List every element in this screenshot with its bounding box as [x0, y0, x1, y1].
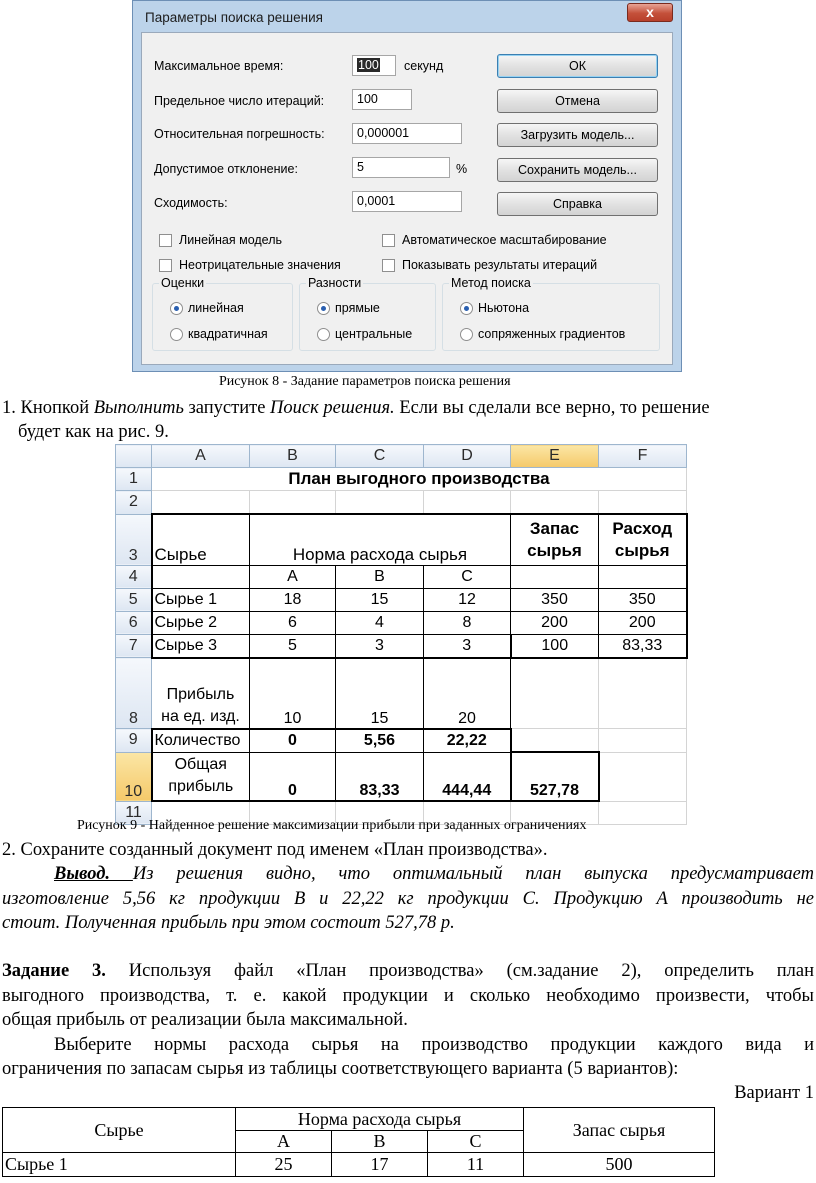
- solver-options-dialog: [132, 0, 682, 372]
- estimates-linear-radio[interactable]: [170, 302, 183, 315]
- stock-value[interactable]: 350: [511, 588, 599, 611]
- norm-b[interactable]: 15: [336, 588, 424, 611]
- row-header-2[interactable]: 2: [116, 491, 152, 515]
- cell-f10[interactable]: [599, 752, 687, 801]
- norm-a[interactable]: 6: [250, 611, 336, 634]
- tolerance-input[interactable]: 5: [352, 157, 450, 178]
- non-negative-label: Неотрицательные значения: [179, 258, 341, 272]
- vt-row-material: Сырье 1: [3, 1153, 236, 1177]
- cell-f8[interactable]: [599, 658, 687, 729]
- task-3-line-1: Задание 3. Используя файл «План производства» (см.задание 2), определить план: [2, 961, 815, 981]
- precision-input[interactable]: 0,000001: [352, 123, 462, 144]
- variant-label: Вариант 1: [734, 1083, 814, 1103]
- estimates-title: Оценки: [161, 276, 205, 290]
- row-header-1[interactable]: 1: [116, 468, 152, 491]
- col-header-a[interactable]: A: [152, 445, 250, 468]
- search-method-title: Метод поиска: [451, 276, 531, 290]
- conclusion-line-1: Вывод. Из решения видно, что оптимальный план выпуска предусматривает: [54, 864, 814, 884]
- profit-b[interactable]: 15: [336, 658, 424, 729]
- method-newton-radio[interactable]: [460, 302, 473, 315]
- use-value[interactable]: 200: [599, 611, 687, 634]
- col-header-b[interactable]: B: [250, 445, 336, 468]
- tolerance-unit: %: [456, 162, 468, 176]
- step-1-line-1: 1. Кнопкой Выполнить запустите Поиск решения. Если вы сделали все верно, то решение: [2, 398, 710, 418]
- cell-c2[interactable]: [336, 491, 424, 515]
- stock-value[interactable]: 100: [511, 634, 599, 658]
- iterations-label: Предельное число итераций:: [154, 94, 325, 108]
- dialog-title: Параметры поиска решения: [145, 10, 323, 25]
- derivatives-central-label: центральные: [335, 327, 413, 341]
- max-time-unit: секунд: [404, 59, 444, 73]
- quantity-label[interactable]: Количество: [152, 729, 250, 753]
- max-time-input[interactable]: 100: [352, 55, 396, 76]
- row-header-9[interactable]: 9: [116, 729, 152, 753]
- estimates-group: [152, 276, 293, 351]
- derivatives-group: [299, 276, 436, 351]
- ok-button[interactable]: ОК: [497, 54, 658, 78]
- col-header-e[interactable]: E: [511, 445, 599, 468]
- dialog-body: [141, 32, 673, 365]
- norm-c[interactable]: 12: [424, 588, 511, 611]
- task-3-line-2: выгодного производства, т. е. какой продукции и сколько необходимо произвести, чтобы: [2, 986, 814, 1006]
- row-header-10[interactable]: 10: [116, 752, 152, 801]
- total-b[interactable]: 83,33: [336, 752, 424, 801]
- non-negative-checkbox[interactable]: [159, 259, 172, 272]
- estimates-quadratic-label: квадратичная: [188, 327, 268, 341]
- use-value[interactable]: 83,33: [599, 634, 687, 658]
- corner-cell[interactable]: [116, 445, 152, 468]
- precision-label: Относительная погрешность:: [154, 127, 325, 141]
- product-b-header[interactable]: B: [336, 565, 424, 588]
- stock-value[interactable]: 200: [511, 611, 599, 634]
- variant-table: [2, 1107, 715, 1177]
- row-header-11[interactable]: 11: [116, 801, 152, 825]
- vt-header-b: В: [332, 1131, 428, 1153]
- show-iterations-label: Показывать результаты итераций: [402, 258, 598, 272]
- row-header-8[interactable]: 8: [116, 658, 152, 729]
- cell-e4[interactable]: [511, 565, 599, 588]
- convergence-input[interactable]: 0,0001: [352, 191, 462, 212]
- sheet-title[interactable]: План выгодного производства: [152, 468, 687, 491]
- vt-row-a: 25: [236, 1153, 332, 1177]
- close-icon[interactable]: x: [627, 3, 673, 22]
- total-sum-cell[interactable]: 527,78: [511, 752, 599, 801]
- cell-f9[interactable]: [599, 729, 687, 753]
- help-button[interactable]: Справка: [497, 192, 658, 216]
- derivatives-title: Разности: [308, 276, 362, 290]
- cell-f2[interactable]: [599, 491, 687, 515]
- quantity-a[interactable]: 0: [250, 729, 336, 753]
- load-model-button[interactable]: Загрузить модель...: [497, 123, 658, 147]
- vt-header-norm: Норма расхода сырья: [236, 1108, 524, 1131]
- cell-b2[interactable]: [250, 491, 336, 515]
- iterations-input[interactable]: 100: [352, 89, 412, 110]
- cell-e8[interactable]: [511, 658, 599, 729]
- method-newton-label: Ньютона: [478, 301, 530, 315]
- row-header-5[interactable]: 5: [116, 588, 152, 611]
- cell-a4[interactable]: [152, 565, 250, 588]
- total-profit-label[interactable]: Общая прибыль: [152, 752, 250, 801]
- col-header-d[interactable]: D: [424, 445, 511, 468]
- auto-scale-checkbox[interactable]: [382, 234, 395, 247]
- choose-line-1: Выберите нормы расхода сырья на производство продукции каждого вида и: [54, 1035, 814, 1055]
- quantity-b[interactable]: 5,56: [336, 729, 424, 753]
- header-use[interactable]: Расход сырья: [599, 514, 687, 565]
- quantity-c[interactable]: 22,22: [424, 729, 511, 753]
- step-1-line-2: будет как на рис. 9.: [18, 422, 169, 442]
- profit-a[interactable]: 10: [250, 658, 336, 729]
- save-model-button[interactable]: Сохранить модель...: [497, 158, 658, 182]
- cell-f4[interactable]: [599, 565, 687, 588]
- choose-line-2: ограничения по запасам сырья из таблицы соответствующего варианта (5 вариантов):: [2, 1059, 679, 1079]
- task-3-line-3: общая прибыль от реализации была максимальной.: [2, 1010, 408, 1030]
- spreadsheet: [115, 444, 701, 821]
- header-material[interactable]: Сырье: [152, 514, 250, 565]
- linear-model-checkbox[interactable]: [159, 234, 172, 247]
- conclusion-line-3: стоит. Полученная прибыль при этом состоит 527,78 р.: [2, 913, 455, 933]
- col-header-f[interactable]: F: [599, 445, 687, 468]
- row-header-7[interactable]: 7: [116, 634, 152, 658]
- norm-b[interactable]: 4: [336, 611, 424, 634]
- product-c-header[interactable]: C: [424, 565, 511, 588]
- derivatives-forward-label: прямые: [335, 301, 380, 315]
- cell-e9[interactable]: [511, 729, 599, 753]
- profit-label[interactable]: Прибыль на ед. изд.: [152, 658, 250, 729]
- vt-header-stock: Запас сырья: [524, 1108, 715, 1153]
- material-name[interactable]: Сырье 2: [152, 611, 250, 634]
- header-norm[interactable]: Норма расхода сырья: [250, 514, 511, 565]
- norm-a[interactable]: 5: [250, 634, 336, 658]
- conclusion-line-2: изготовление 5,56 кг продукции B и 22,22 кг продукции C. Продукцию A производить не: [2, 889, 814, 909]
- derivatives-central-radio[interactable]: [317, 328, 330, 341]
- method-conjugate-label: сопряженных градиентов: [478, 327, 626, 341]
- cell-d2[interactable]: [424, 491, 511, 515]
- norm-b[interactable]: 3: [336, 634, 424, 658]
- total-a[interactable]: 0: [250, 752, 336, 801]
- estimates-linear-label: линейная: [188, 301, 244, 315]
- row-header-6[interactable]: 6: [116, 611, 152, 634]
- estimates-quadratic-radio[interactable]: [170, 328, 183, 341]
- use-value[interactable]: 350: [599, 588, 687, 611]
- col-header-c[interactable]: C: [336, 445, 424, 468]
- linear-model-label: Линейная модель: [179, 233, 283, 247]
- step-2: 2. Сохраните созданный документ под именем «План производства».: [2, 840, 548, 860]
- cell-a2[interactable]: [152, 491, 250, 515]
- figure-9-caption: Рисунок 9 - Найденное решение максимизации прибыли при заданных ограничениях: [77, 818, 587, 833]
- auto-scale-label: Автоматическое масштабирование: [402, 233, 607, 247]
- norm-a[interactable]: 18: [250, 588, 336, 611]
- norm-c[interactable]: 8: [424, 611, 511, 634]
- row-header-3[interactable]: 3: [116, 514, 152, 565]
- header-stock[interactable]: Запас сырья: [511, 514, 599, 565]
- cancel-button[interactable]: Отмена: [497, 89, 658, 113]
- show-iterations-checkbox[interactable]: [382, 259, 395, 272]
- convergence-label: Сходимость:: [154, 196, 228, 210]
- vt-header-c: С: [428, 1131, 524, 1153]
- method-conjugate-radio[interactable]: [460, 328, 473, 341]
- row-header-4[interactable]: 4: [116, 565, 152, 588]
- search-method-group: [442, 276, 660, 351]
- vt-header-a: А: [236, 1131, 332, 1153]
- vt-header-material: Сырье: [3, 1108, 236, 1153]
- cell-e2[interactable]: [511, 491, 599, 515]
- max-time-label: Максимальное время:: [154, 59, 284, 73]
- tolerance-label: Допустимое отклонение:: [154, 162, 298, 176]
- profit-c[interactable]: 20: [424, 658, 511, 729]
- norm-c[interactable]: 3: [424, 634, 511, 658]
- material-name[interactable]: Сырье 3: [152, 634, 250, 658]
- total-c[interactable]: 444,44: [424, 752, 511, 801]
- product-a-header[interactable]: A: [250, 565, 336, 588]
- vt-row-stock: 500: [524, 1153, 715, 1177]
- cell-f11[interactable]: [599, 801, 687, 825]
- material-name[interactable]: Сырье 1: [152, 588, 250, 611]
- vt-row-b: 17: [332, 1153, 428, 1177]
- derivatives-forward-radio[interactable]: [317, 302, 330, 315]
- figure-8-caption: Рисунок 8 - Задание параметров поиска решения: [219, 374, 511, 389]
- vt-row-c: 11: [428, 1153, 524, 1177]
